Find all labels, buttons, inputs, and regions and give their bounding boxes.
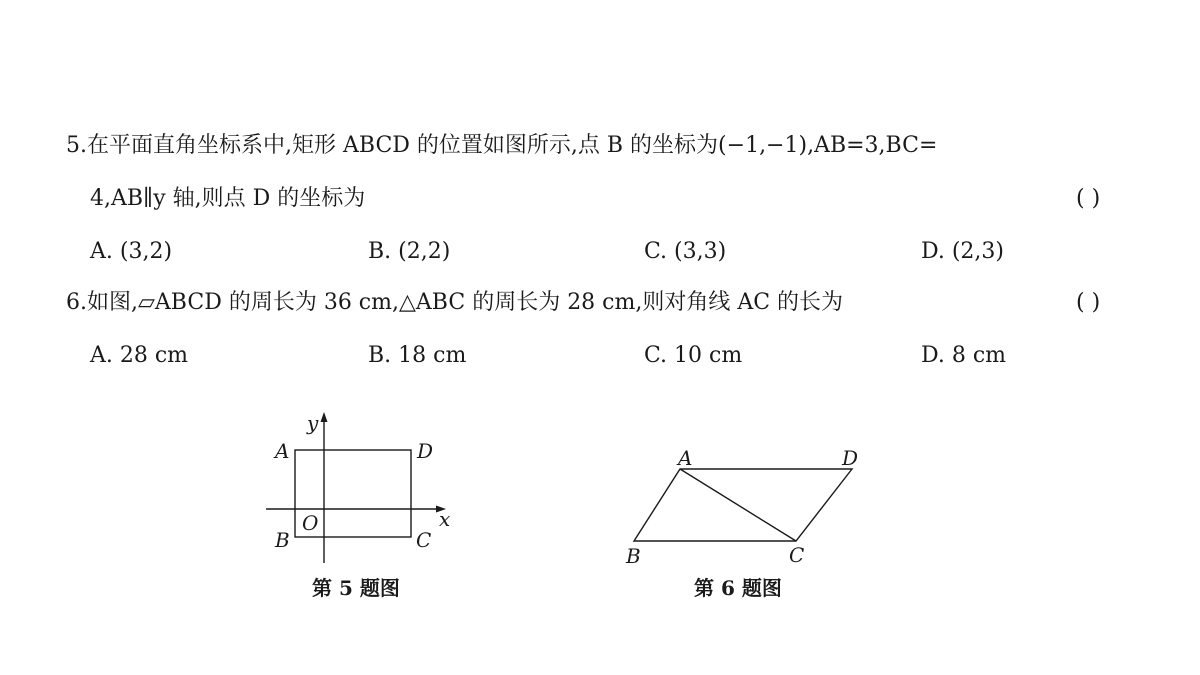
fig5-label-d: D [417, 439, 434, 463]
fig5-label-x: x [439, 507, 451, 531]
q5-stem-line2: 4,AB∥y 轴,则点 D 的坐标为 [90, 186, 366, 211]
q6-answer-paren: ( ) [1076, 290, 1101, 315]
q6-option-c: C. 10 cm [644, 343, 743, 368]
q5-option-d: D. (2,3) [921, 239, 1004, 264]
q6-stem-line1: 6.如图,▱ABCD 的周长为 36 cm,△ABC 的周长为 28 cm,则对角线 AC 的长为 [66, 290, 844, 315]
fig6-parallelogram-abcd [634, 469, 852, 541]
fig6-diagonal-ac [680, 469, 796, 541]
fig5-label-b: B [275, 528, 290, 552]
fig5-label-c: C [416, 528, 432, 552]
fig5-label-o: O [302, 511, 319, 535]
q5-option-b: B. (2,2) [368, 239, 451, 264]
q6-option-b: B. 18 cm [368, 343, 467, 368]
q6-option-d: D. 8 cm [921, 343, 1007, 368]
fig6-label-b: B [626, 544, 641, 568]
q5-option-c: C. (3,3) [644, 239, 727, 264]
q5-stem-line1: 5.在平面直角坐标系中,矩形 ABCD 的位置如图所示,点 B 的坐标为(−1,−1),AB=3,BC= [66, 133, 938, 158]
fig6-label-d: D [842, 446, 859, 470]
fig5-label-a: A [275, 439, 290, 463]
fig6-label-a: A [678, 446, 693, 470]
figure-6 [634, 469, 852, 541]
q6-option-a: A. 28 cm [90, 343, 189, 368]
q5-option-a: A. (3,2) [90, 239, 173, 264]
fig5-label-y: y [307, 411, 319, 435]
fig5-caption: 第 5 题图 [312, 576, 400, 600]
q5-answer-paren: ( ) [1076, 186, 1101, 211]
fig6-caption: 第 6 题图 [694, 576, 782, 600]
fig6-label-c: C [789, 543, 805, 567]
fig5-y-arrow [321, 412, 328, 422]
